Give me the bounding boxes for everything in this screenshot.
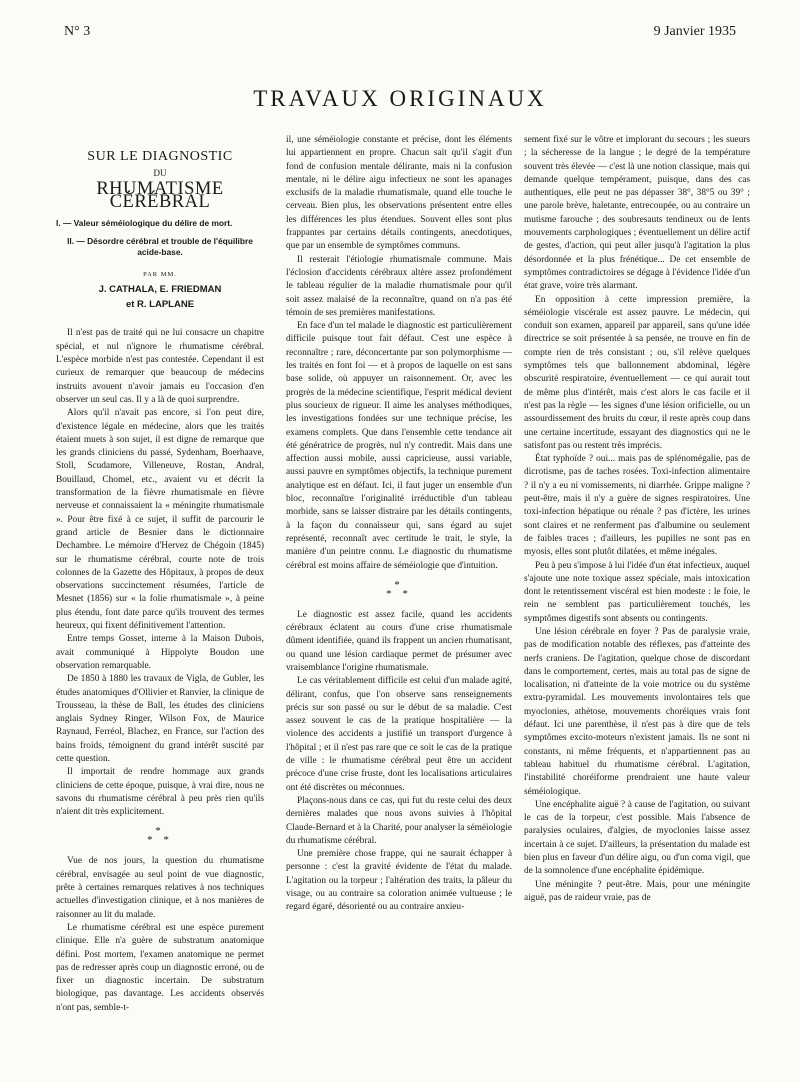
paragraph: Il n'est pas de traité qui ne lui consacre un chapitre spécial, et nul n'ignore le rhumatisme cérébral. L'espèce morbide n'est pas contestée. Cependant il est curieux de remarquer que beaucoup de médecins instruits avouent n'avoir jamais eu l'occasion d'en observer un seul cas. Il y a là de quoi surprendre. [56,328,264,405]
paragraph: sement fixé sur le vôtre et implorant du secours ; les sueurs ; la sécheresse de la langue ; le degré de la température souvent très élevée — c'est là une notion classique, mais qui demande quelque tempérament, puisque, dans des cas authentiques, elle peut ne pas dépasser 38°, 38°5 ou 39° ; une parole brève, haletante, entrecoupée, ou au contraire un mutisme farouche ; des soubresauts tendineux ou de lents mouvements carphologiques ; éventuellement un délire actif de gestes, d'action, qui peut aller jusqu'à l'agitation la plus désordonnée et la plus frénétique... De cet ensemble de symptômes contradictoires se dégage à l'évidence l'idée d'un état grave, voire très alarmant. [524,135,750,292]
page-header [64,24,736,44]
paragraph: Il importait de rendre hommage aux grands cliniciens de cette époque, puisque, à vrai dire, nous ne savons du rhumatisme cérébral à peu près rien qu'ils n'aient dit très explicitement. [56,767,264,818]
paragraph: Une encéphalite aiguë ? à cause de l'agitation, ou suivant le cas de la torpeur, c'est possible. Mais l'absence de paralysies oculaires, d'algies, de myoclonies laisse assez incertain à ce sujet. D'ailleurs, la présentation du malade est bien plus en faveur d'un délire aigu, ou d'un coma vigil, que de la somnolence d'une encéphalite épidémique. [524,799,750,877]
paragraph: Entre temps Gosset, interne à la Maison Dubois, avait communiqué à Hippolyte Boudon une observation remarquable. [56,634,264,671]
paragraph: Vue de nos jours, la question du rhumatisme cérébral, envisagée au seul point de vue diagnostic, prête à certaines remarques relatives à nos techniques actuelles d'investigation clinique, et à nos manières de raisonner au lit du malade. [56,856,264,920]
authors-line-2: et R. LAPLANE [125,299,195,311]
paragraph: En opposition à cette impression première, la séméiologie viscérale est assez pauvre. Le médecin, qui conduit son examen, appareil par appareil, sans qu'une idée directrice se soit présentée à sa pensée, ne trouve en fin de compte rien de très consistant ; ou, s'il relève quelques symptômes tels que ballonnement abdominal, légère obscurité respiratoire, éventuellement — ce qui aurait tout de même plus d'intérêt, mais c'est alors le cas facile et il n'est pas la règle — les signes d'une lésion orificielle, ou un assourdissement des bruits du cœur, il reste après coup dans une certaine incertitude, essayant des diagnostics qui ne le satisfont pas ou restent très imprécis. [524,294,750,451]
column-2 [286,134,512,1070]
separator-star-top: * [394,578,404,591]
column-1 [56,150,264,1070]
issue-number: N° 3 [64,24,91,39]
article-part-1: I. — Valeur séméiologique du délire de mort. [56,218,233,229]
article-heading [56,150,264,311]
paragraph: Le cas véritablement difficile est celui d'un malade agité, délirant, confus, que l'on observe sans renseignements précis sur son passé ou sur le début de sa maladie. C'est assez souvent le cas de la pratique hospitalière — la violence des accidents a justifié un transport d'urgence à l'hôpital ; et il n'est pas rare que ce soit le cas de la pratique de ville : le rhumatisme cérébral peut être un accident précoce d'une crise fruste, dont les localisations articulaires ont été discrètes ou méconnues. [286,676,512,793]
par-mm: PAR MM. [143,271,177,279]
article-kicker: SUR LE DIAGNOSTIC [87,150,233,164]
paragraph: Une méningite ? peut-être. Mais, pour une méningite aiguë, pas de raideur vraie, pas de [524,879,750,903]
separator-star-top: * [155,825,165,838]
paragraph: De 1850 à 1880 les travaux de Vigla, de Gubler, les études anatomiques d'Ollivier et Ranvier, la clinique de Trousseau, la thèse de Ball, les études des cliniciens anglais Sydney Ringer, Wilson Fox, de Maurice Raynaud, Ferréol, Blachez, en France, sur l'action des bains froids, témoignent du grand intérêt suscité par cette question. [56,674,264,764]
issue-date: 9 Janvier 1935 [653,24,736,39]
column-3 [524,134,750,1070]
article-part-2: II. — Désordre cérébral et trouble de l'équilibre acide-base. [67,236,253,258]
separator-star-bottom: * * [147,834,173,847]
paragraph: En face d'un tel malade le diagnostic est particulièrement difficile puisque tout fait défaut. C'est une espèce à reconnaître ; rare, déconcertante par son polymorphisme — les traités en font foi — et à propos de laquelle on est sans base solide, où appuyer un raisonnement. Or, avec les progrès de la médecine scientifique, l'esprit médical devient plus soucieux de rigueur. Il aime les analyses méthodiques, les investigations fondées sur une technique précise, les examens complets. Que dans l'ensemble cette tendance ait été génératrice de progrès, nul n'y contredit. Mais dans une affection aussi mobile, aussi capricieuse, aussi variable, aussi pauvre en symptômes objectifs, la technique purement analytique est en défaut. Ici, il faut juger un ensemble d'un bloc, reconnaître l'originalité irréductible d'un tableau morbide, sans se laisser distraire par les détails contingents, à la façon du connaisseur qui, sans égard au sujet représenté, reconnaît avec certitude le trait, le style, la manière d'un peintre connu. Le diagnostic du rhumatisme cérébral est moins affaire de séméiologie que d'intuition. [286,321,512,571]
authors-line-1: J. CATHALA, E. FRIEDMAN [98,284,222,296]
section-title: TRAVAUX ORIGINAUX [253,86,547,111]
paragraph: Alors qu'il n'avait pas encore, si l'on peut dire, d'existence légale en médecine, alors que les traités étaient muets à son sujet, il est digne de remarque que les grands cliniciens du passé, Sydenham, Boerhaave, Stoll, Scudamore, Villeneuve, Rostan, Andral, Bouillaud, Chomel, etc., avaient vu et décrit la transformation de la fièvre rhumatismale en fièvre nerveuse et connaissaient la « méningite rhumatismale ». Pour être fixé à ce sujet, il suffit de parcourir le grand article de Besnier dans le dictionnaire Dechambre. Le mémoire d'Hervez de Chégoin (1845) sur le rhumatisme cérébral, courte note de trois colonnes de la Gazette des Hôpitaux, à propos de deux observations succinctement résumées, l'article de Mesnet (1856) sur « la folie rhumatismale », à peine plus étendu, font date parce qu'ils trouvent des termes heureux, qui fixent définitivement l'attention. [56,408,264,632]
paragraph: Plaçons-nous dans ce cas, qui fut du reste celui des deux dernières malades que nous avons suivies à l'hôpital Claude-Bernard et à la Charité, pour analyser la séméiologie du rhumatisme cérébral. [286,795,512,846]
section-separator [286,578,512,600]
paragraph: Une première chose frappe, qui ne saurait échapper à personne : c'est la gravité évidente de l'état du malade. L'agitation ou la torpeur ; l'altération des traits, la pâleur du visage, ou au contraire sa coloration animée vultueuse ; le regard égaré, désorienté ou au contraire anxieu- [286,849,512,913]
paragraph: Le diagnostic est assez facile, quand les accidents cérébraux éclatent au cours d'une crise rhumatismale dûment identifiée, quand ils frappent un ancien rhumatisant, ou quand une lésion cardiaque permet de présumer avec vraisemblance l'origine rhumatismale. [286,609,512,673]
paragraph: Une lésion cérébrale en foyer ? Pas de paralysie vraie, pas de modification notable des réflexes, pas d'atteinte des nerfs craniens. De l'agitation, quelque chose de discordant dans le comportement, certes, mais au total pas de signe de localisation, ni d'atteinte de la voie motrice ou du système extra-pyramidal. Les mouvements involontaires tels que myoclonies, athétose, mouvements choréiques vrais font défaut. Ici une parenthèse, il n'est pas à dire que de tels symptômes excito-moteurs n'existent jamais. Ils ne sont ni constants, ni même fréquents, et n'appartiennent pas au tableau habituel du rhumatisme cérébral. L'agitation, l'instabilité choréiforme prendraient une haute valeur séméiologique. [524,626,750,797]
paragraph: Le rhumatisme cérébral est une espèce purement clinique. Elle n'a guère de substratum anatomique défini. Post mortem, l'examen anatomique ne permet pas de redresser après coup un diagnostic erroné, ou de fixer un diagnostic incertain. De substratum biologique, pas davantage. Les accidents observés n'ont pas, semble-t- [56,922,264,1013]
article-kicker-du: DU [153,168,167,179]
article-title: RHUMATISME CÉRÉBRAL [96,178,224,212]
paragraph: Il resterait l'étiologie rhumatismale commune. Mais l'éclosion d'accidents cérébraux altère assez profondément le tableau régulier de la maladie rhumatismale pour qu'il soit assez malaisé de la reconnaître, quand on n'a pas été témoin de ses premières manifestations. [286,254,512,318]
paragraph: État typhoïde ? oui... mais pas de splénomégalie, pas de dicrotisme, pas de taches rosées. Toxi-infection alimentaire ? il n'y a eu ni vomissements, ni diarrhée. Grippe maligne ? peut-être, mais il n'y a guère de signes respiratoires. Une toxi-infection hépatique ou rénale ? pas d'ictère, les urines sont claires et ne renferment pas d'albumine ou seulement de faibles traces ; d'ailleurs, les pupilles ne sont pas en myosis, elles sont plutôt dilatées, et même inégales. [524,454,750,558]
paragraph: il, une séméiologie constante et précise, dont les éléments lui appartiennent en propre. Chacun sait qu'il s'agit d'un fond de confusion mentale délirante, mais ni la confusion mentale, ni le délire aigu infectieux ne sont les apanages exclusifs de la maladie rhumatismale, quand elle touche le cerveau. Bien plus, les observations présentent entre elles les différences les plus étendues. Souvent elles sont plus frappantes par certains détails contingents, anecdotiques, que par un ensemble de symptômes communs. [286,135,512,252]
section-separator [56,827,264,845]
paragraph: Peu à peu s'impose à lui l'idée d'un état infectieux, auquel s'ajoute une note toxique assez spéciale, mais intoxication dont le retentissement viscéral est bien modeste : le foie, le rein ne semblent pas particulièrement touchés, les symptômes digestifs sont absents ou contingents. [524,560,750,624]
separator-star-bottom: * * [386,587,412,600]
